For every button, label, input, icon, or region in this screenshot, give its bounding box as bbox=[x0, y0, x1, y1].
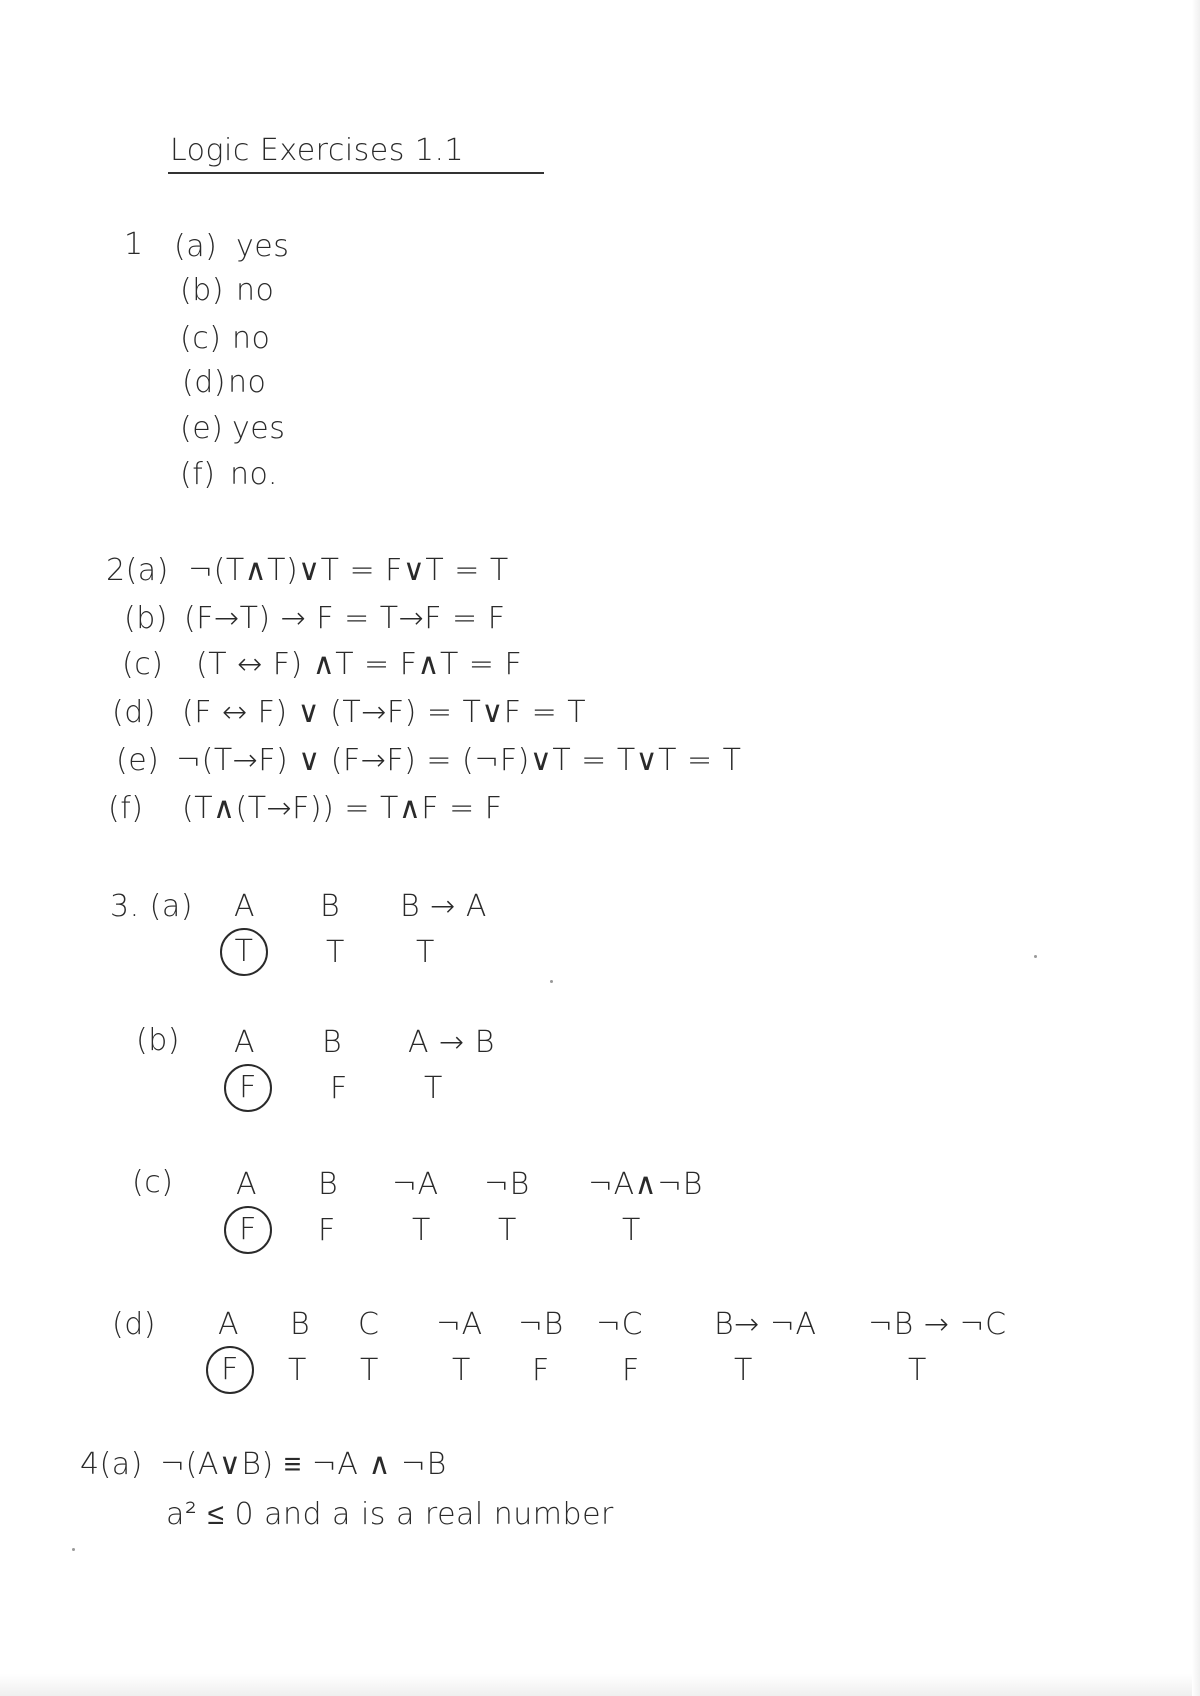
q1-item-d-label: (d) bbox=[182, 365, 226, 400]
paper-speck bbox=[72, 1548, 75, 1551]
q1-item-b-label: (b) bbox=[180, 273, 224, 308]
q3c-value-and: T bbox=[622, 1213, 641, 1248]
q3d-header-notb-impl-notc: ¬B → ¬C bbox=[868, 1307, 1007, 1342]
q2-item-e-expr: ¬(T→F) ∨ (F→F) = (¬F)∨T = T∨T = T bbox=[176, 743, 742, 778]
q3d-value-a-wrap bbox=[218, 1346, 254, 1394]
q1-item-d-answer: no bbox=[228, 365, 267, 400]
q3d-label: (d) bbox=[112, 1307, 156, 1342]
q3b-header-b: B bbox=[322, 1025, 343, 1060]
q1-item-e-label: (e) bbox=[180, 411, 224, 446]
q1-item-f-answer: no. bbox=[230, 457, 278, 492]
q1-item-a-label: (a) bbox=[174, 229, 218, 264]
q1-item-f-label: (f) bbox=[180, 457, 216, 492]
q2-item-c-label: (c) bbox=[122, 647, 164, 682]
page-title: Logic Exercises 1.1 bbox=[170, 133, 465, 168]
scan-bottom-edge bbox=[0, 1674, 1200, 1696]
q3c-label: (c) bbox=[132, 1165, 174, 1200]
q3d-header-c: C bbox=[358, 1307, 380, 1342]
q3d-value-a: F bbox=[206, 1346, 254, 1394]
q3d-header-nota: ¬A bbox=[436, 1307, 483, 1342]
q2-item-b-expr: (F→T) → F = T→F = F bbox=[184, 601, 506, 636]
q1-item-a-answer: yes bbox=[236, 229, 290, 264]
q3a-value-a: T bbox=[220, 928, 268, 976]
q3d-header-b: B bbox=[290, 1307, 311, 1342]
q3c-header-notb: ¬B bbox=[484, 1167, 530, 1202]
q3c-header-b: B bbox=[318, 1167, 339, 1202]
q3a-value-ba: T bbox=[416, 935, 435, 970]
q3b-value-b: F bbox=[330, 1071, 348, 1106]
q2-item-b-label: (b) bbox=[124, 601, 168, 636]
paper-speck bbox=[550, 980, 553, 983]
q3d-header-notc: ¬C bbox=[596, 1307, 644, 1342]
q3d-header-b-impl-nota: B→ ¬A bbox=[714, 1307, 817, 1342]
q3b-header-a: A bbox=[234, 1025, 256, 1060]
q3d-value-notb-impl-notc: T bbox=[908, 1353, 927, 1388]
paper-speck bbox=[1034, 955, 1037, 958]
q1-number: 1 bbox=[124, 227, 144, 262]
q3c-value-b: F bbox=[318, 1213, 336, 1248]
q3d-header-a: A bbox=[218, 1307, 240, 1342]
q1-item-b-answer: no bbox=[236, 273, 275, 308]
q2-item-c-expr: (T ↔ F) ∧T = F∧T = F bbox=[196, 647, 523, 682]
q3d-header-notb: ¬B bbox=[518, 1307, 564, 1342]
q4-line2: a² ≤ 0 and a is a real number bbox=[166, 1497, 614, 1532]
q3c-value-notb: T bbox=[498, 1213, 517, 1248]
q3b-value-a-wrap bbox=[236, 1064, 272, 1112]
title-underline bbox=[168, 172, 544, 174]
q3c-header-nota: ¬A bbox=[392, 1167, 439, 1202]
q3d-value-nota: T bbox=[452, 1353, 471, 1388]
q2-item-d-label: (d) bbox=[112, 695, 156, 730]
q1-item-c-label: (c) bbox=[180, 321, 222, 356]
q4-label: 4(a) bbox=[80, 1447, 143, 1482]
q3b-label: (b) bbox=[136, 1023, 180, 1058]
q1-item-c-answer: no bbox=[232, 321, 271, 356]
q3c-header-and: ¬A∧¬B bbox=[588, 1167, 703, 1202]
q3c-value-a: F bbox=[224, 1206, 272, 1254]
q3d-value-b-impl-nota: T bbox=[734, 1353, 753, 1388]
q2-item-a-label: 2(a) bbox=[106, 553, 169, 588]
q3c-value-nota: T bbox=[412, 1213, 431, 1248]
q3a-header-b: B bbox=[320, 889, 341, 924]
q3d-value-c: T bbox=[360, 1353, 379, 1388]
q3b-value-a: F bbox=[224, 1064, 272, 1112]
q2-item-f-label: (f) bbox=[108, 791, 144, 826]
q3b-header-ab: A → B bbox=[408, 1025, 495, 1060]
q3a-header-ba: B → A bbox=[400, 889, 487, 924]
q2-item-d-expr: (F ↔ F) ∨ (T→F) = T∨F = T bbox=[182, 695, 587, 730]
q2-item-e-label: (e) bbox=[116, 743, 160, 778]
q3d-value-b: T bbox=[288, 1353, 307, 1388]
q1-item-e-answer: yes bbox=[232, 411, 286, 446]
q3a-header-a: A bbox=[234, 889, 256, 924]
q3a-label: 3. (a) bbox=[110, 889, 193, 924]
q3b-value-ab: T bbox=[424, 1071, 443, 1106]
q3a-value-a-wrap bbox=[232, 928, 268, 976]
q2-item-f-expr: (T∧(T→F)) = T∧F = F bbox=[182, 791, 503, 826]
q3a-value-b: T bbox=[326, 935, 345, 970]
q4-expr: ¬(A∨B) ≡ ¬A ∧ ¬B bbox=[160, 1447, 447, 1482]
scan-right-edge bbox=[1192, 0, 1200, 1696]
q3d-value-notb: F bbox=[532, 1353, 550, 1388]
q3c-header-a: A bbox=[236, 1167, 258, 1202]
q3d-value-notc: F bbox=[622, 1353, 640, 1388]
q2-item-a-expr: ¬(T∧T)∨T = F∨T = T bbox=[188, 553, 509, 588]
q3c-value-a-wrap bbox=[236, 1206, 272, 1254]
